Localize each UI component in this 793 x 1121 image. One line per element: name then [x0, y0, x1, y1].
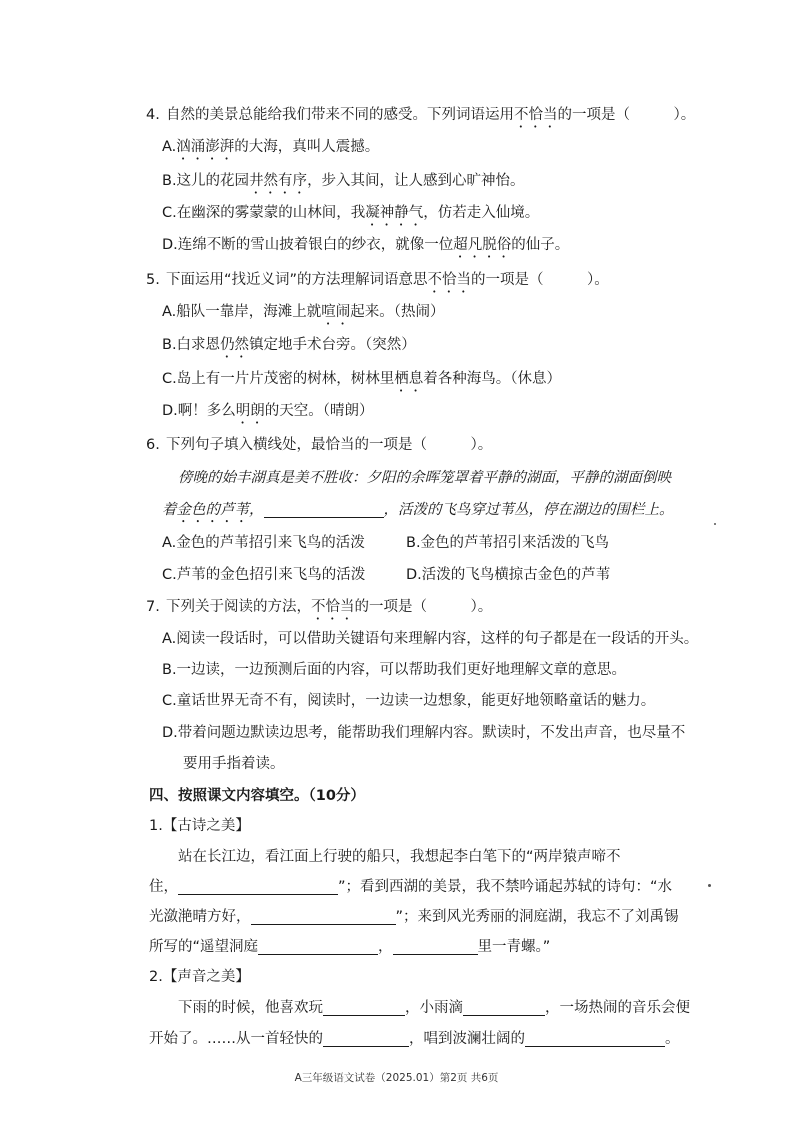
q6-answer-blank[interactable]	[264, 501, 384, 518]
q7-option-a[interactable]: A.阅读一段话时，可以借助关键语句来理解内容，这样的句子都是在一段话的开头。	[162, 631, 699, 647]
blank-sound-2[interactable]	[463, 999, 545, 1016]
blank-poem-line4[interactable]	[393, 938, 478, 955]
blank-sound-1[interactable]	[323, 999, 405, 1016]
q7-option-d-continued: 要用手指着读。	[183, 756, 285, 772]
q5-option-a[interactable]: A.船队一靠岸，海滩上就喧闹起来。（热闹）	[162, 304, 445, 320]
q7-stem: 7. 下列关于阅读的方法，不恰当的一项是（ ）。	[146, 599, 493, 615]
section4-title: 四、按照课文内容填空。（10分）	[149, 788, 365, 804]
q5-emphasis: 不恰当	[427, 272, 472, 288]
blank-poem-line2[interactable]	[251, 908, 396, 925]
part1-line3: 光潋滟晴方好， ”；来到风光秀丽的洞庭湖，我忘不了刘禹锡	[149, 909, 679, 925]
q5-option-d[interactable]: D.啊！多么明朗的天空。（晴朗）	[162, 403, 374, 419]
blank-sound-3[interactable]	[323, 1030, 409, 1047]
part1-line1: 站在长江边，看江面上行驶的船只，我想起李白笔下的“两岸猿声啼不	[178, 849, 621, 865]
q4-option-b[interactable]: B.这儿的花园井然有序，步入其间，让人感到心旷神怡。	[162, 173, 525, 189]
q6-option-a[interactable]: A.金色的芦苇招引来飞鸟的活泼	[162, 535, 365, 551]
q4-option-c[interactable]: C.在幽深的雾蒙蒙的山林间，我凝神静气，仿若走入仙境。	[162, 205, 540, 221]
scan-speck	[708, 884, 711, 887]
q4-option-a[interactable]: A.汹涌澎湃的大海，真叫人震撼。	[162, 139, 380, 155]
q6-option-d[interactable]: D.活泼的飞鸟横掠古金色的芦苇	[406, 567, 611, 583]
q5-stem: 5. 下面运用“找近义词”的方法理解词语意思不恰当的一项是（ ）。	[146, 272, 609, 288]
q7-emphasis: 不恰当	[311, 599, 355, 615]
q7-option-d[interactable]: D.带着问题边默读边思考，能帮助我们理解内容。默读时，不发出声音，也尽量不	[162, 725, 686, 741]
q6-stem: 6. 下列句子填入横线处，最恰当的一项是（ ）。	[146, 437, 493, 453]
blank-sound-4[interactable]	[525, 1030, 665, 1047]
q6-passage-line2: 着金色的芦苇， ，活泼的飞鸟穿过苇丛，停在湖边的围栏上。	[162, 502, 674, 518]
blank-poem-line1[interactable]	[178, 878, 338, 895]
q7-option-b[interactable]: B.一边读，一边预测后面的内容，可以帮助我们更好地理解文章的意思。	[162, 662, 627, 678]
blank-poem-line3[interactable]	[258, 938, 378, 955]
q6-passage-line1: 傍晚的始丰湖真是美不胜收：夕阳的余晖笼罩着平静的湖面，平静的湖面倒映	[178, 470, 671, 486]
part2-title: 2.【声音之美】	[149, 969, 250, 985]
page-footer: A三年级语文试卷（2025.01）第2页 共6页	[294, 1072, 499, 1084]
q5-option-b[interactable]: B.白求恩仍然镇定地手术台旁。（突然）	[162, 337, 416, 353]
scan-speck	[714, 523, 716, 525]
part1-line4: 所写的“遥望洞庭 ， 里一青螺。”	[149, 939, 551, 955]
q4-option-d[interactable]: D.连绵不断的雪山披着银白的纱衣，就像一位超凡脱俗的仙子。	[162, 237, 570, 253]
q4-emphasis: 不恰当	[514, 107, 558, 123]
part1-line2: 住， ”；看到西湖的美景，我不禁吟诵起苏轼的诗句：“水	[149, 879, 673, 895]
q5-option-c[interactable]: C.岛上有一片片茂密的树林，树林里栖息着各种海鸟。（休息）	[162, 371, 561, 387]
q7-option-c[interactable]: C.童话世界无奇不有，阅读时，一边读一边想象，能更好地领略童话的魅力。	[162, 693, 656, 709]
q6-option-c[interactable]: C.芦苇的金色招引来飞鸟的活泼	[162, 567, 366, 583]
q4-stem: 4. 自然的美景总能给我们带来不同的感受。下列词语运用不恰当的一项是（ ）。	[146, 107, 696, 123]
part2-line1: 下雨的时候，他喜欢玩 ，小雨滴 ，一场热闹的音乐会便	[178, 1000, 690, 1016]
part2-line2: 开始了。……从一首轻快的 ，唱到波澜壮阔的 。	[149, 1031, 680, 1047]
q6-option-b[interactable]: B.金色的芦苇招引来活泼的飞鸟	[406, 535, 610, 551]
part1-title: 1.【古诗之美】	[149, 818, 250, 834]
